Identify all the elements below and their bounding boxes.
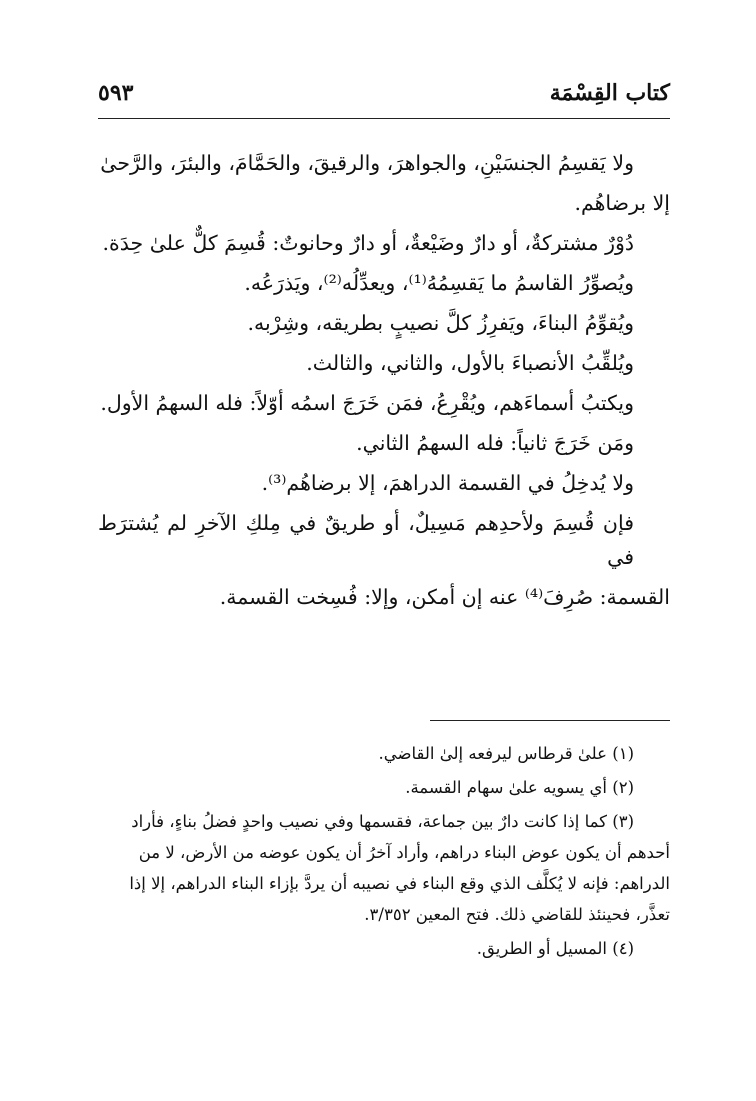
footnote-4: (٤) المسيل أو الطريق.	[476, 939, 634, 958]
footnote-3-line-1: (٣) كما إذا كانت دارٌ بين جماعة، فقسمها وفي نصيب واحدٍ فضلُ بناءٍ، فأراد	[131, 812, 634, 831]
page-number: ٥٩٣	[98, 80, 134, 106]
paragraph-8: ولا يُدخِلُ في القسمة الدراهمَ، إلا برضاهُم⁽³⁾.	[261, 471, 634, 495]
paragraph-6: ويكتبُ أسماءَهم، ويُقْرِعُ، فمَن خَرَجَ اسمُه أوّلاً: فله السهمُ الأول.	[100, 391, 634, 415]
footnote-1: (١) علىٰ قرطاس ليرفعه إلىٰ القاضي.	[378, 744, 634, 763]
paragraph-9-line-1: فإن قُسِمَ ولأحدِهم مَسِيلٌ، أو طريقٌ في مِلكِ الآخرِ لم يُشترَط في	[98, 511, 634, 569]
paragraph-1	[98, 146, 670, 180]
paragraph-9-line-2: القسمة: صُرِفَ⁽⁴⁾ عنه إن أمكن، وإلا: فُسِخت القسمة.	[219, 585, 670, 609]
footnote-2: (٢) أي يسويه علىٰ سهام القسمة.	[405, 778, 634, 797]
paragraph-7: ومَن خَرَجَ ثانياً: فله السهمُ الثاني.	[356, 431, 634, 455]
footnote-3-line-2: أحدهم أن يكون عوض البناء دراهم، وأراد آخرُ أن يكون عوضه من الأرض، لا من	[138, 843, 670, 862]
footnote-3-line-3-wrap	[98, 868, 670, 899]
paragraph-1-line-2: إلا برضاهُم.	[574, 191, 670, 215]
paragraph-3: ويُصوِّرُ القاسمُ ما يَقسِمُهُ⁽¹⁾، ويعدِّلُه⁽²⁾، ويَذرَعُه.	[244, 271, 634, 295]
paragraph-5: ويُلقِّبُ الأنصباءَ بالأول، والثاني، والثالث.	[306, 351, 634, 375]
paragraph-2: دُوْرٌ مشتركةٌ، أو دارٌ وضَيْعةٌ، أو دارٌ وحانوتٌ: قُسِمَ كلٌّ علىٰ حِدَة.	[102, 231, 634, 255]
footnote-3-line-3: الدراهم: فإنه لا يُكلَّف الذي وقع البناء في نصيبه أن يردَّ بإزاء البناء الدراهم، إلا إذا	[129, 874, 670, 893]
page-header	[98, 78, 670, 119]
main-text	[98, 146, 670, 620]
footnote-divider	[430, 720, 670, 721]
paragraph-4: ويُقوِّمُ البناءَ، ويَفرِزُ كلَّ نصيبٍ بطريقه، وشِرْبه.	[247, 311, 634, 335]
footnote-3-line-4-wrap	[98, 899, 670, 930]
paragraph-1-line-1: ولا يَقسِمُ الجنسَيْنِ، والجواهرَ، والرقيقَ، والحَمَّامَ، والبئرَ، والرَّحىٰ	[100, 151, 634, 175]
paragraph-9	[98, 506, 670, 574]
footnotes	[98, 738, 670, 967]
footnote-3	[98, 806, 670, 837]
paragraph-1-continuation	[98, 186, 670, 220]
chapter-title: كتاب القِسْمَة	[549, 80, 670, 106]
footnote-3-line-4: تعذَّر، فحينئذ للقاضي ذلك. فتح المعين ٣/٣٥٢.	[364, 905, 670, 924]
footnote-3-line-2-wrap	[98, 837, 670, 868]
paragraph-9-continuation	[98, 580, 670, 614]
